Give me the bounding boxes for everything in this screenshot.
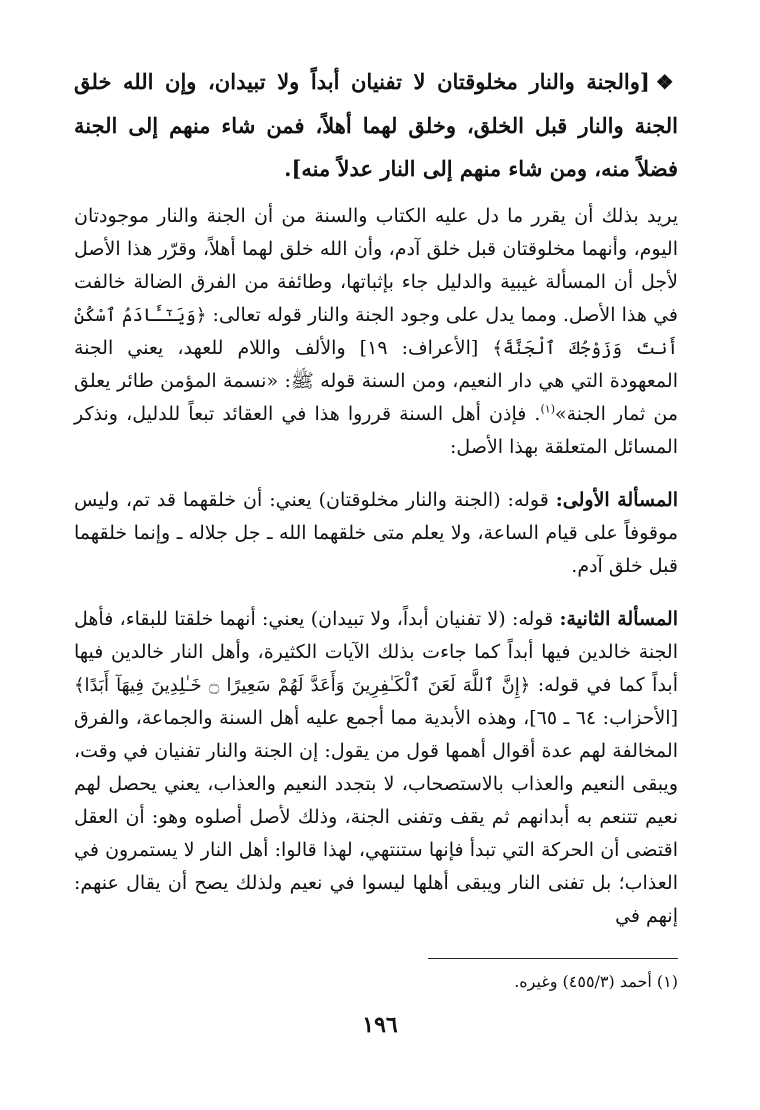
page-number: ١٩٦	[362, 1012, 398, 1038]
intro-paragraph	[74, 200, 678, 464]
matn-text: [والجنة والنار مخلوقتان لا تفنيان أبداً ولا تبيدان، وإن الله خلق الجنة والنار قبل الخلق، وخلق لهما أهلاً، فمن شاء منهم إلى الجنة فضلاً منه، ومن شاء منهم إلى النار عدلاً منه].	[74, 69, 678, 181]
footnote-reference[interactable]: (١)	[540, 402, 555, 416]
issue-one-label: المسألة الأولى:	[555, 489, 679, 511]
issue-two-paragraph	[74, 603, 678, 933]
quran-verse-araf: ﴿وَيَـٰٓـَٔادَمُ ٱسْكُنْ أَنتَ وَزَوْجُكَ ٱلْجَنَّةَ﴾	[74, 305, 678, 359]
matn-paragraph	[74, 60, 678, 190]
footnote: (١) أحمد (٤٥٥/٣) وغيره.	[514, 972, 678, 991]
diamond-bullet-icon: ❖	[655, 70, 678, 94]
main-text	[74, 60, 678, 933]
issue-two-text-2: [الأحزاب: ٦٤ ـ ٦٥]، وهذه الأبدية مما أجمع عليه أهل السنة والجماعة، والفرق المخالفة لهم عدة أقوال أهمها قول من يقول: إن الجنة والنار تفنيان في وقت، ويبقى النعيم والعذاب بالاستصحاب، لا بتجدد النعيم والعذاب، يعني يحصل لهم نعيم تتنعم به أبدانهم ثم يقف وتفنى الجنة، وذلك لأصل أصلوه وهو: أن العقل اقتضى أن الحركة التي تبدأ فإنها ستنتهي، لهذا قالوا: أهل النار لا يستمرون في العذاب؛ بل تفنى النار ويبقى أهلها ليسوا في نعيم ولذلك يصح أن يقال عنهم: إنهم في	[74, 707, 678, 927]
intro-text-1: يريد بذلك أن يقرر ما دل عليه الكتاب والسنة من أن الجنة والنار موجودتان اليوم، وأنهما مخلوقتان قبل خلق آدم، وأن الله خلق لهما أهلاً، وقرّر هذا الأصل لأجل أن المسألة غيبية والدليل جاء بإثباتها، وطائفة من الفرق الضالة خالفت في هذا الأصل. ومما يدل على وجود الجنة والنار قوله تعالى:	[74, 205, 678, 326]
intro-text-3: . فإذن أهل السنة قرروا هذا في العقائد تبعاً للدليل، ونذكر المسائل المتعلقة بهذا الأصل:	[74, 403, 678, 458]
issue-one-paragraph	[74, 484, 678, 583]
footnote-divider	[428, 958, 678, 959]
issue-two-label: المسألة الثانية:	[559, 608, 679, 630]
quran-verse-ahzab: ﴿إِنَّ ٱللَّهَ لَعَنَ ٱلْكَـٰفِرِينَ وَأَعَدَّ لَهُمْ سَعِيرًا ۝ خَـٰلِدِينَ فِيهَآ أَبَدًا﴾	[74, 675, 531, 696]
issue-one-text: قوله: (الجنة والنار مخلوقتان) يعني: أن خلقهما قد تم، وليس موقوفاً على قيام الساعة، ولا يعلم متى خلقهما الله ـ جل جلاله ـ وإنما خلقهما قبل خلق آدم.	[74, 489, 678, 577]
intro-text-2: [الأعراف: ١٩] والألف واللام للعهد، يعني الجنة المعهودة التي هي دار النعيم، ومن السنة قوله ﷺ: «نسمة المؤمن طائر يعلق من ثمار الجنة»	[74, 337, 678, 425]
issue-two-text-1: قوله: (لا تفنيان أبداً، ولا تبيدان) يعني: أنهما خلقتا للبقاء، فأهل الجنة خالدين فيها أبداً كما جاءت بذلك الآيات الكثيرة، وأهل النار خالدين فيها أبداً كما في قوله:	[74, 608, 678, 696]
